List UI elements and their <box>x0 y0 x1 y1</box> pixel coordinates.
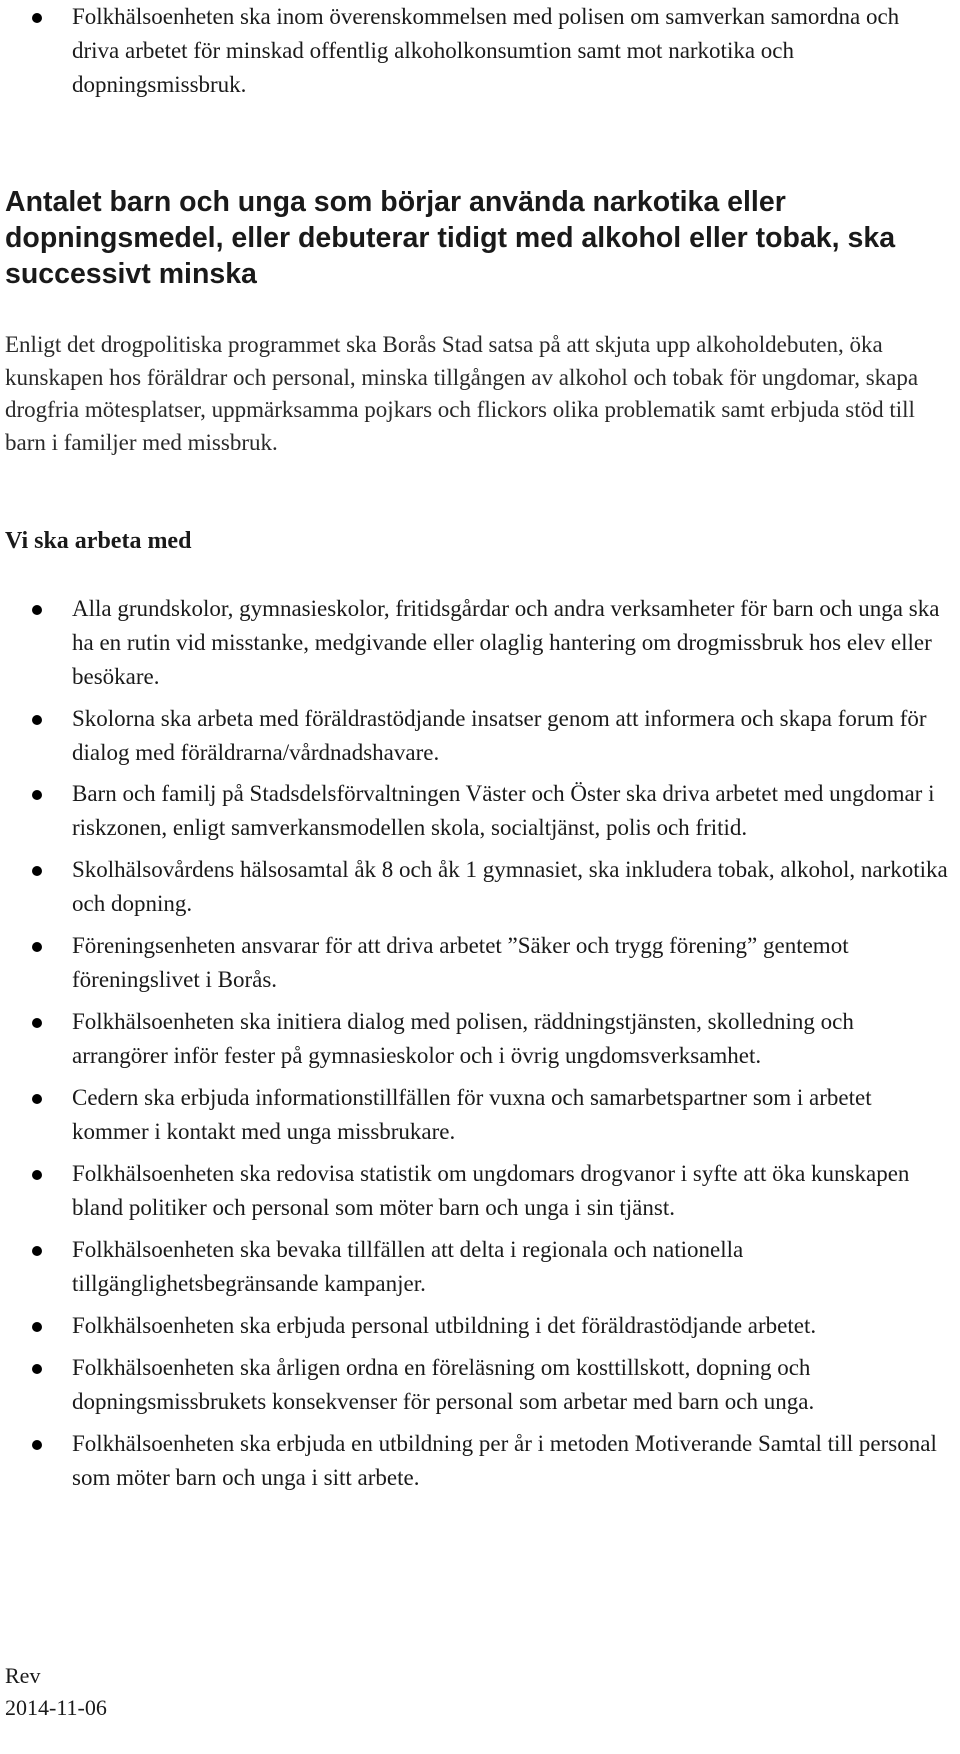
list-item <box>0 929 960 997</box>
list-item-text: Folkhälsoenheten ska erbjuda personal utbildning i det föräldrastödjande arbetet. <box>72 1313 817 1338</box>
list-item-text: Folkhälsoenheten ska årligen ordna en föreläsning om kosttillskott, dopning och dopningsmissbrukets konsekvenser för personal som arbetar med barn och unga. <box>72 1355 815 1414</box>
list-item <box>0 1081 960 1149</box>
list-item-text: Föreningsenheten ansvarar för att driva arbetet ”Säker och trygg förening” gentemot föreningslivet i Borås. <box>72 933 849 992</box>
revision-label: Rev <box>5 1663 41 1688</box>
main-bullet-list <box>0 592 960 1495</box>
intro-paragraph: Enligt det drogpolitiska programmet ska Borås Stad satsa på att skjuta upp alkoholdebuten, öka kunskapen hos föräldrar och personal, minska tillgången av alkohol och tobak för ungdomar, skapa drogfria mötesplatser, uppmärksamma pojkars och flickors olika problematik samt erbjuda stöd till barn i familjer med missbruk. <box>5 332 919 455</box>
list-item <box>0 592 960 694</box>
bullet-icon <box>32 1322 42 1332</box>
revision-date: 2014-11-06 <box>5 1695 107 1720</box>
list-item <box>0 777 960 845</box>
list-item-text: Folkhälsoenheten ska erbjuda en utbildning per år i metoden Motiverande Samtal till personal som möter barn och unga i sitt arbete. <box>72 1431 937 1490</box>
list-item <box>0 1233 960 1301</box>
bullet-icon <box>32 605 42 615</box>
bullet-icon <box>32 1440 42 1450</box>
bullet-icon <box>32 790 42 800</box>
bullet-icon <box>32 715 42 725</box>
list-item <box>0 1351 960 1419</box>
bullet-icon <box>32 13 42 23</box>
bullet-icon <box>32 1094 42 1104</box>
list-item-text: Barn och familj på Stadsdelsförvaltningen Väster och Öster ska driva arbetet med ungdomar i riskzonen, enligt samverkansmodellen skola, socialtjänst, polis och fritid. <box>72 781 935 840</box>
bullet-icon <box>32 1018 42 1028</box>
bullet-icon <box>32 942 42 952</box>
bullet-icon <box>32 1246 42 1256</box>
list-item-text: Skolhälsovårdens hälsosamtal åk 8 och åk 1 gymnasiet, ska inkludera tobak, alkohol, narkotika och dopning. <box>72 857 948 916</box>
list-item <box>0 1427 960 1495</box>
list-item <box>0 1309 960 1343</box>
list-item <box>0 0 960 102</box>
list-item-text: Alla grundskolor, gymnasieskolor, fritidsgårdar och andra verksamheter för barn och unga ska ha en rutin vid misstanke, medgivande eller olaglig hantering om drogmissbruk hos elev eller besökare. <box>72 596 940 689</box>
list-item-text: Folkhälsoenheten ska bevaka tillfällen att delta i regionala och nationella tillgänglighetsbegränsande kampanjer. <box>72 1237 744 1296</box>
bullet-icon <box>32 866 42 876</box>
section-heading: Antalet barn och unga som börjar använda narkotika eller dopningsmedel, eller debuterar tidigt med alkohol eller tobak, ska successivt minska <box>5 186 896 290</box>
list-item-text: Skolorna ska arbeta med föräldrastödjande insatser genom att informera och skapa forum för dialog med föräldrarna/vårdnadshavare. <box>72 706 927 765</box>
list-item <box>0 1157 960 1225</box>
subheading: Vi ska arbeta med <box>5 528 192 554</box>
revision-info <box>5 1660 107 1724</box>
list-item <box>0 1005 960 1073</box>
list-item-text: Cedern ska erbjuda informationstillfällen för vuxna och samarbetspartner som i arbetet kommer i kontakt med unga missbrukare. <box>72 1085 872 1144</box>
list-item-text: Folkhälsoenheten ska initiera dialog med polisen, räddningstjänsten, skolledning och arrangörer inför fester på gymnasieskolor och i övrig ungdomsverksamhet. <box>72 1009 854 1068</box>
top-bullet-list <box>0 0 960 102</box>
list-item-text: Folkhälsoenheten ska redovisa statistik om ungdomars drogvanor i syfte att öka kunskapen bland politiker och personal som möter barn och unga i sin tjänst. <box>72 1161 910 1220</box>
bullet-icon <box>32 1170 42 1180</box>
list-item-text: Folkhälsoenheten ska inom överenskommelsen med polisen om samverkan samordna och driva arbetet för minskad offentlig alkoholkonsumtion samt mot narkotika och dopningsmissbruk. <box>72 4 900 97</box>
list-item <box>0 702 960 770</box>
bullet-icon <box>32 1364 42 1374</box>
list-item <box>0 853 960 921</box>
